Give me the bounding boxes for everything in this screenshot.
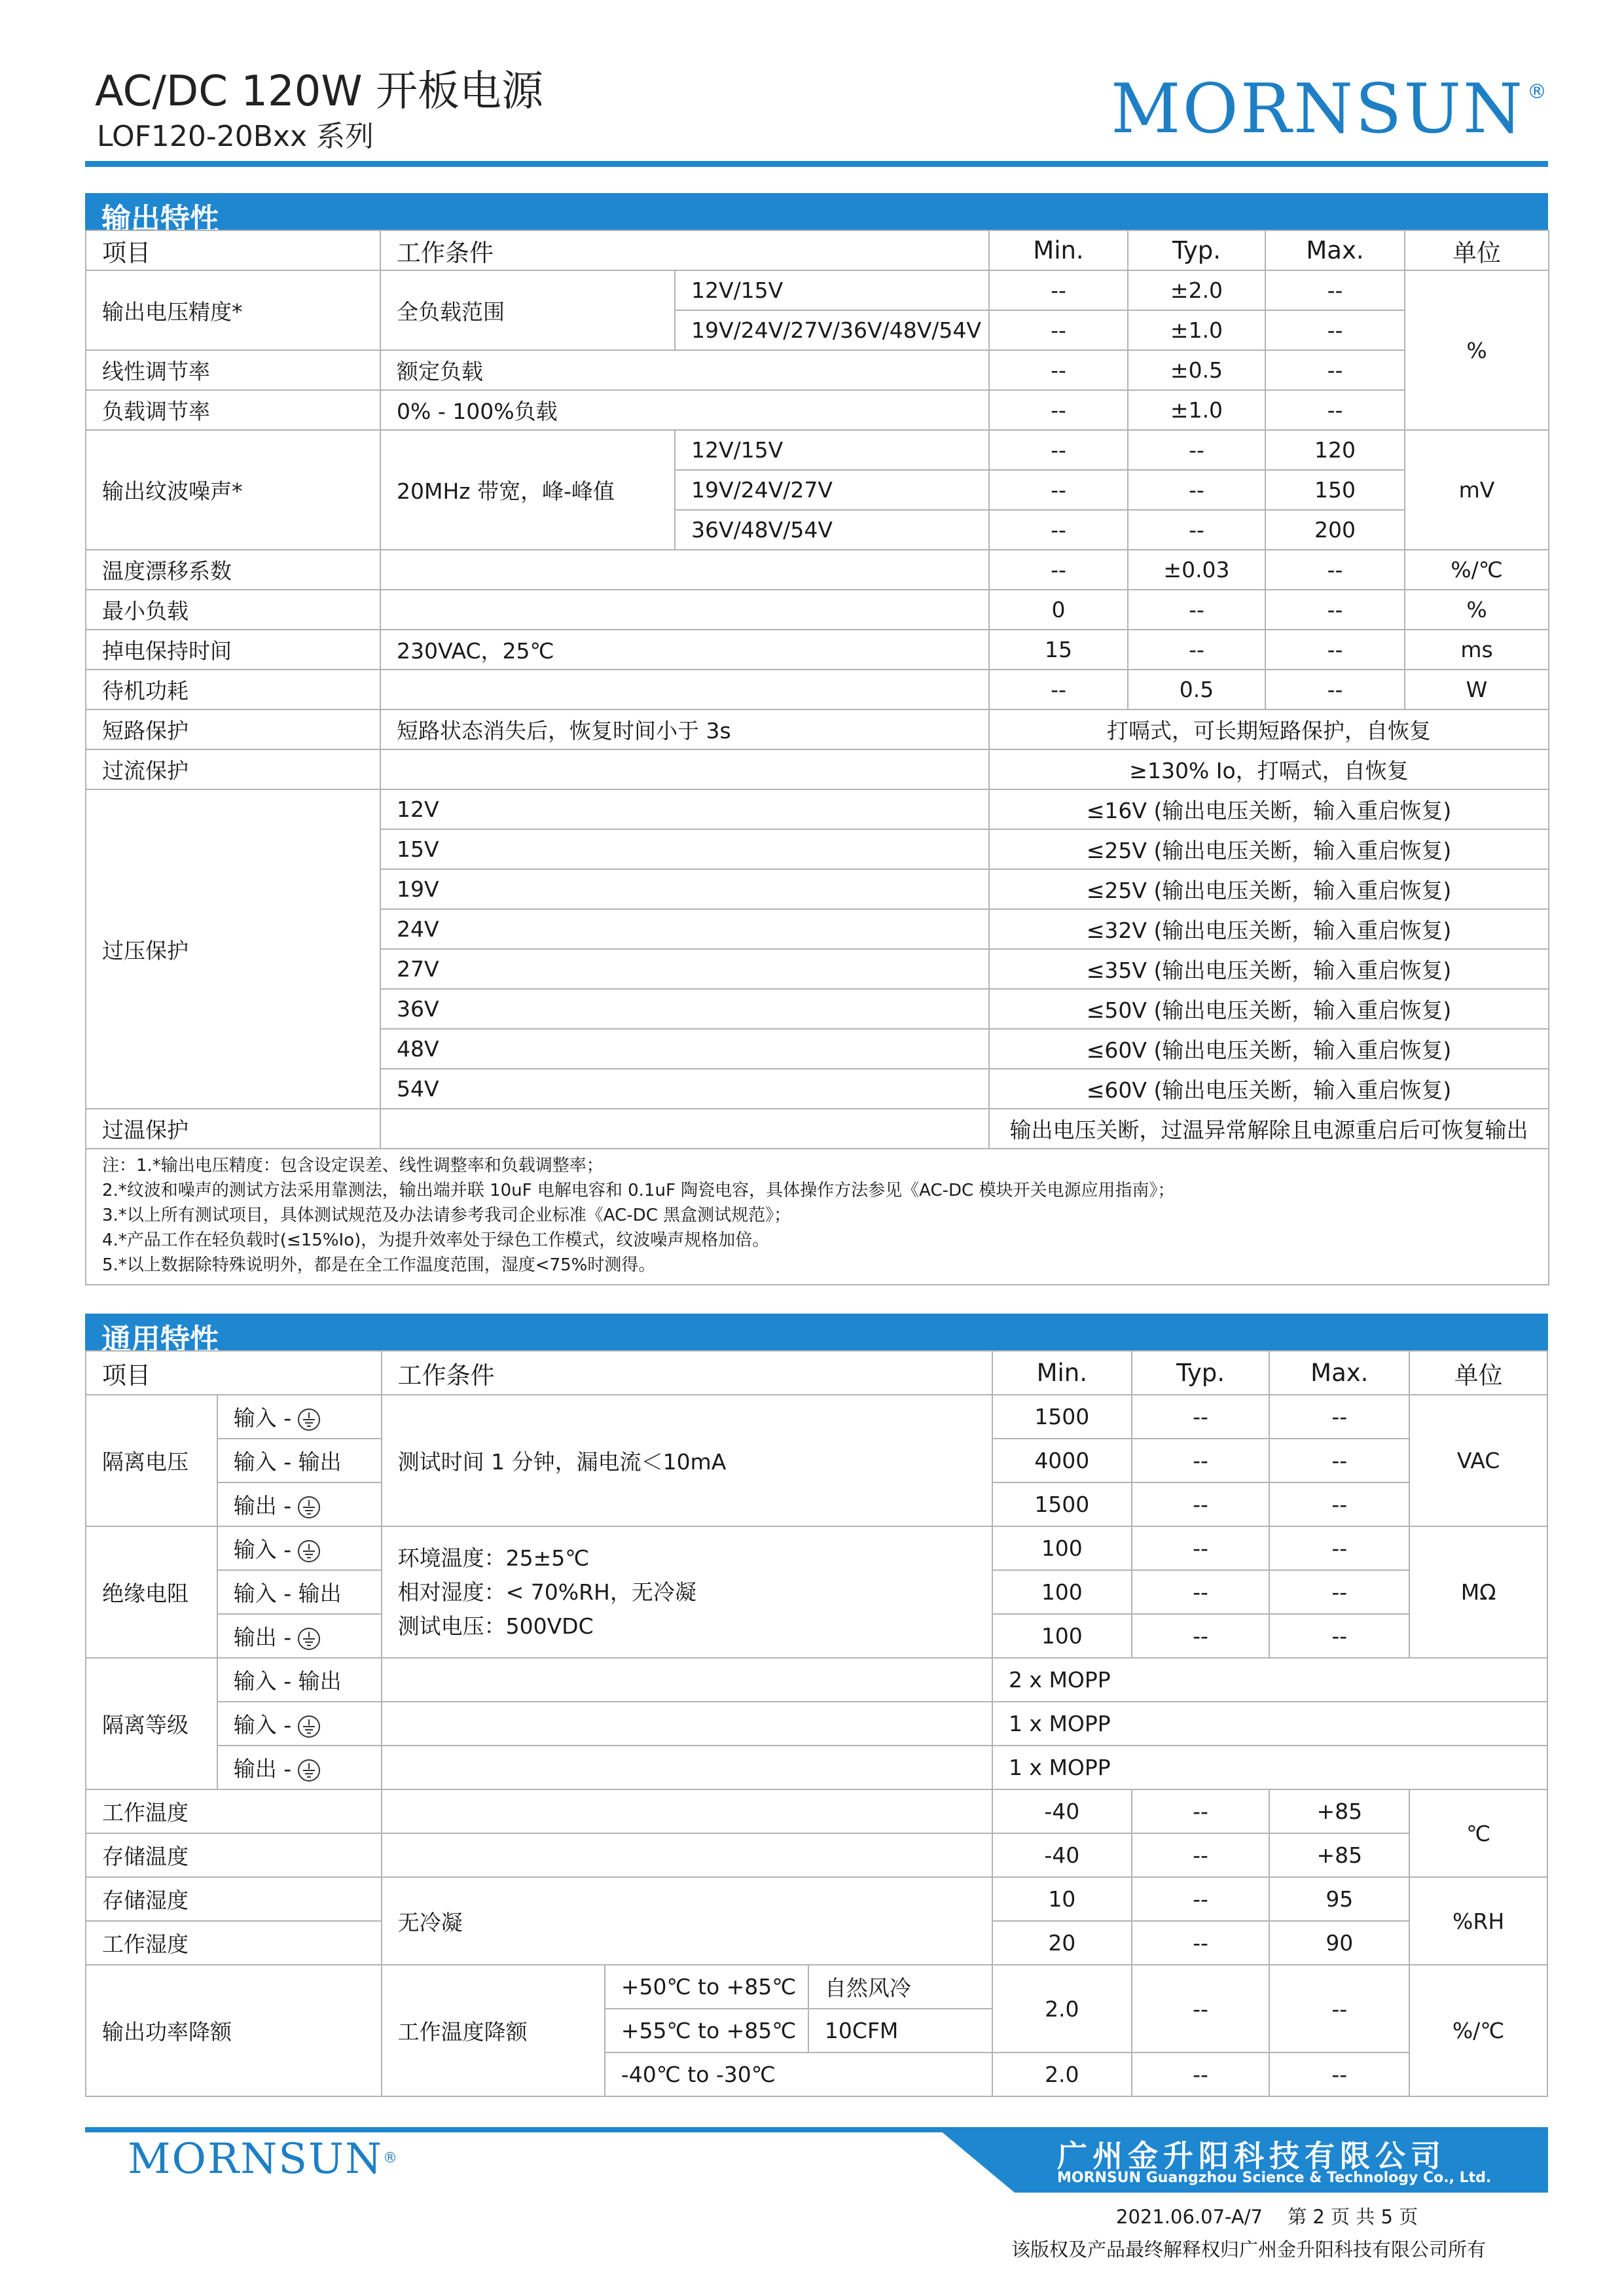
header-rule — [85, 161, 1548, 167]
cell-typ: -- — [1132, 1482, 1270, 1526]
ground-icon — [298, 1715, 320, 1738]
cell-value: 打嗝式，可长期短路保护，自恢复 — [989, 709, 1549, 749]
row-condition: 20MHz 带宽，峰-峰值 — [380, 430, 675, 550]
table-header-row — [86, 1351, 1547, 1395]
cell-max: -- — [1265, 310, 1405, 350]
table-row — [86, 1526, 1547, 1570]
table-row — [86, 430, 1549, 470]
cell-min: -- — [989, 390, 1128, 430]
cooling: 10CFM — [808, 2009, 992, 2053]
sub-label-text: 输入 - — [233, 1712, 292, 1738]
sub-label — [217, 1482, 382, 1526]
cell-typ: -- — [1132, 1833, 1270, 1877]
cell-min: 15 — [989, 630, 1128, 670]
row-condition — [380, 550, 989, 590]
cell-max: -- — [1265, 550, 1405, 590]
ovp-value: ≤60V (输出电压关断，输入重启恢复) — [989, 1069, 1549, 1109]
sub-label — [217, 1526, 382, 1570]
cell-typ: -- — [1128, 510, 1265, 550]
note-line: 2.*纹波和噪声的测试方法采用靠测法，输出端并联 10uF 电解电容和 0.1uF 陶瓷电容，具体操作方法参见《AC-DC 模块开关电源应用指南》； — [102, 1181, 1175, 1200]
cell-max: 120 — [1265, 430, 1405, 470]
cell-min: 100 — [992, 1570, 1132, 1614]
cell-value: 1 x MOPP — [992, 1702, 1547, 1746]
cell-typ: -- — [1132, 1789, 1270, 1833]
cell-min: -- — [989, 510, 1128, 550]
temp-range: -40℃ to -30℃ — [605, 2053, 992, 2096]
note-line: 注：1.*输出电压精度：包含设定误差、线性调整率和负载调整率； — [102, 1156, 604, 1175]
ovp-voltage: 15V — [380, 829, 989, 869]
row-condition — [382, 1833, 992, 1877]
footer-logo — [128, 2135, 399, 2183]
row-condition: 测试时间 1 分钟，漏电流＜10mA — [382, 1395, 992, 1526]
temp-range: +55℃ to +85℃ — [605, 2009, 808, 2053]
sub-condition: 36V/48V/54V — [675, 510, 989, 550]
cell-unit: W — [1405, 670, 1549, 709]
row-label: 隔离电压 — [86, 1395, 217, 1526]
ovp-value: ≤25V (输出电压关断，输入重启恢复) — [989, 869, 1549, 909]
footer-company-en: MORNSUN Guangzhou Science & Technology Co., Ltd. — [1057, 2170, 1492, 2186]
cell-typ: ±0.03 — [1128, 550, 1265, 590]
row-condition: 230VAC，25℃ — [380, 630, 989, 670]
row-label: 过压保护 — [86, 789, 380, 1109]
footer-copyright: 该版权及产品最终解释权归广州金升阳科技有限公司所有 — [1011, 2238, 1487, 2261]
cell-max: 95 — [1269, 1877, 1409, 1921]
header-item: 项目 — [86, 1351, 382, 1395]
sub-condition: 19V/24V/27V — [675, 470, 989, 510]
output-spec-table — [85, 230, 1549, 1285]
cell-min: -- — [989, 470, 1128, 510]
logo-text: MORNSUN — [1111, 69, 1525, 149]
cell-unit: % — [1405, 590, 1549, 630]
row-condition: 额定负载 — [380, 350, 989, 390]
row-label: 绝缘电阻 — [86, 1526, 217, 1658]
cell-unit: %RH — [1409, 1877, 1547, 1965]
sub-label-text: 输出 - — [233, 1493, 292, 1518]
cell-typ: ±1.0 — [1128, 390, 1265, 430]
ground-icon — [298, 1408, 320, 1431]
table-row — [86, 1833, 1547, 1877]
cell-max: +85 — [1269, 1833, 1409, 1877]
cell-typ: -- — [1128, 430, 1265, 470]
cell-typ: -- — [1132, 1614, 1270, 1658]
cell-min: -40 — [992, 1789, 1132, 1833]
row-label: 输出纹波噪声* — [86, 430, 380, 550]
cell-min: 1500 — [992, 1395, 1132, 1439]
header-unit: 单位 — [1409, 1351, 1547, 1395]
cell-typ: -- — [1132, 1395, 1270, 1439]
table-row — [86, 789, 1549, 829]
row-condition: 0% - 100%负载 — [380, 390, 989, 430]
cell-typ: -- — [1132, 1570, 1270, 1614]
condition-line: 相对湿度：< 70%RH，无冷凝 — [397, 1579, 696, 1605]
cell-max: 90 — [1269, 1921, 1409, 1965]
row-label: 存储湿度 — [86, 1877, 382, 1921]
cell-min: 100 — [992, 1614, 1132, 1658]
row-label: 过温保护 — [86, 1109, 380, 1149]
cell-max: 200 — [1265, 510, 1405, 550]
note-line: 3.*以上所有测试项目，具体测试规范及办法请参考我司企业标准《AC-DC 黑盒测试规范》； — [102, 1206, 791, 1225]
general-spec-table — [85, 1350, 1548, 2097]
cell-min: -- — [989, 550, 1128, 590]
general-section-header — [85, 1314, 1548, 1357]
sub-label — [217, 1746, 382, 1789]
cell-min: 0 — [989, 590, 1128, 630]
row-condition — [380, 1109, 989, 1149]
sub-label-text: 输入 - — [233, 1537, 292, 1562]
cell-unit: VAC — [1409, 1395, 1547, 1526]
general-section-title: 通用特性 — [101, 1322, 220, 1357]
ovp-voltage: 19V — [380, 869, 989, 909]
ovp-value: ≤35V (输出电压关断，输入重启恢复) — [989, 949, 1549, 989]
row-condition — [380, 670, 989, 709]
row-condition: 全负载范围 — [380, 270, 675, 350]
ovp-value: ≤50V (输出电压关断，输入重启恢复) — [989, 989, 1549, 1029]
ovp-value: ≤25V (输出电压关断，输入重启恢复) — [989, 829, 1549, 869]
cell-unit: % — [1405, 270, 1549, 430]
row-condition — [380, 749, 989, 789]
cell-max: +85 — [1269, 1789, 1409, 1833]
cell-min: 20 — [992, 1921, 1132, 1965]
table-row — [86, 670, 1549, 709]
ground-icon — [298, 1496, 320, 1518]
ground-icon — [298, 1540, 320, 1562]
header-min: Min. — [989, 230, 1128, 270]
cell-max: -- — [1269, 1395, 1409, 1439]
cell-max: -- — [1265, 270, 1405, 310]
cell-max: -- — [1265, 670, 1405, 709]
table-row — [86, 709, 1549, 749]
cell-unit: mV — [1405, 430, 1549, 550]
row-condition — [382, 1658, 992, 1702]
table-row — [86, 1109, 1549, 1149]
row-condition: 无冷凝 — [382, 1877, 992, 1965]
row-label: 温度漂移系数 — [86, 550, 380, 590]
cell-max: 150 — [1265, 470, 1405, 510]
ground-icon — [298, 1759, 320, 1782]
notes-row — [86, 1149, 1549, 1285]
cell-typ: ±1.0 — [1128, 310, 1265, 350]
cell-typ: -- — [1132, 1526, 1270, 1570]
row-label: 存储温度 — [86, 1833, 382, 1877]
header-condition: 工作条件 — [380, 230, 989, 270]
row-label: 负载调节率 — [86, 390, 380, 430]
cell-min: 1500 — [992, 1482, 1132, 1526]
row-label: 工作温度 — [86, 1789, 382, 1833]
table-row — [86, 590, 1549, 630]
table-row — [86, 270, 1549, 310]
cell-unit: ms — [1405, 630, 1549, 670]
cell-max: -- — [1265, 390, 1405, 430]
sub-condition: 12V/15V — [675, 270, 989, 310]
cell-max: -- — [1269, 1439, 1409, 1482]
row-condition — [382, 1526, 992, 1658]
row-condition — [382, 1702, 992, 1746]
cell-max: -- — [1265, 590, 1405, 630]
row-condition: 短路状态消失后，恢复时间小于 3s — [380, 709, 989, 749]
table-row — [86, 1789, 1547, 1833]
ovp-voltage: 54V — [380, 1069, 989, 1109]
output-section-title: 输出特性 — [101, 202, 220, 236]
header-typ: Typ. — [1128, 230, 1265, 270]
cell-min: -- — [989, 310, 1128, 350]
row-label: 输出功率降额 — [86, 1965, 382, 2096]
table-row — [86, 1965, 1547, 2009]
footer-registered-mark: ® — [382, 2149, 399, 2166]
cell-min: -- — [989, 670, 1128, 709]
cell-value: 2 x MOPP — [992, 1658, 1547, 1702]
table-row — [86, 1877, 1547, 1921]
cell-max: -- — [1269, 1614, 1409, 1658]
header-unit: 单位 — [1405, 230, 1549, 270]
row-label: 工作湿度 — [86, 1921, 382, 1965]
ovp-voltage: 24V — [380, 909, 989, 949]
row-label: 短路保护 — [86, 709, 380, 749]
table-row — [86, 550, 1549, 590]
cell-max: -- — [1265, 630, 1405, 670]
header-max: Max. — [1269, 1351, 1409, 1395]
cooling: 自然风冷 — [808, 1965, 992, 2009]
cell-unit: ℃ — [1409, 1789, 1547, 1877]
cell-typ: ±2.0 — [1128, 270, 1265, 310]
registered-mark: ® — [1527, 81, 1549, 103]
notes-cell — [86, 1149, 1549, 1285]
cell-typ: -- — [1132, 1965, 1270, 2053]
header-condition: 工作条件 — [382, 1351, 992, 1395]
condition-line: 测试电压：500VDC — [397, 1613, 594, 1639]
cell-typ: -- — [1132, 2053, 1270, 2096]
cell-min: 10 — [992, 1877, 1132, 1921]
header-item: 项目 — [86, 230, 380, 270]
cell-typ: 0.5 — [1128, 670, 1265, 709]
cell-unit: %/℃ — [1409, 1965, 1547, 2096]
document-title: AC/DC 120W 开板电源 — [95, 67, 543, 116]
ovp-value: ≤60V (输出电压关断，输入重启恢复) — [989, 1029, 1549, 1069]
cell-max: -- — [1269, 1482, 1409, 1526]
cell-value: 输出电压关断，过温异常解除且电源重启后可恢复输出 — [989, 1109, 1549, 1149]
ovp-voltage: 12V — [380, 789, 989, 829]
cell-min: -- — [989, 350, 1128, 390]
row-label: 掉电保持时间 — [86, 630, 380, 670]
mornsun-logo — [1111, 69, 1549, 149]
sub-label-text: 输出 - — [233, 1756, 292, 1782]
sub-label — [217, 1702, 382, 1746]
output-section-header — [85, 193, 1548, 236]
ground-icon — [298, 1628, 320, 1650]
row-label: 待机功耗 — [86, 670, 380, 709]
sub-condition: 19V/24V/27V/36V/48V/54V — [675, 310, 989, 350]
row-condition — [380, 590, 989, 630]
cell-typ: -- — [1128, 630, 1265, 670]
cell-typ: -- — [1128, 590, 1265, 630]
footer-company-cn: 广州金升阳科技有限公司 — [1057, 2138, 1446, 2174]
row-label: 过流保护 — [86, 749, 380, 789]
cell-value: ≥130% Io，打嗝式，自恢复 — [989, 749, 1549, 789]
cell-min: -40 — [992, 1833, 1132, 1877]
table-row — [86, 630, 1549, 670]
cell-min: -- — [989, 270, 1128, 310]
cell-unit: %/℃ — [1405, 550, 1549, 590]
cell-typ: -- — [1132, 1921, 1270, 1965]
table-header-row — [86, 230, 1549, 270]
cell-typ: ±0.5 — [1128, 350, 1265, 390]
table-row — [86, 350, 1549, 390]
sub-label: 输入 - 输出 — [217, 1439, 382, 1482]
series-title: LOF120-20Bxx 系列 — [97, 120, 374, 153]
sub-condition: 12V/15V — [675, 430, 989, 470]
row-label: 线性调节率 — [86, 350, 380, 390]
header-typ: Typ. — [1132, 1351, 1270, 1395]
cell-max: -- — [1265, 350, 1405, 390]
cell-min: -- — [989, 430, 1128, 470]
cell-min: 4000 — [992, 1439, 1132, 1482]
row-label: 最小负载 — [86, 590, 380, 630]
sub-label — [217, 1395, 382, 1439]
footer-date-page: 2021.06.07-A/7 第 2 页 共 5 页 — [1116, 2206, 1418, 2228]
cell-max: -- — [1269, 1965, 1409, 2053]
condition-line: 环境温度：25±5℃ — [397, 1545, 590, 1571]
row-condition — [382, 1789, 992, 1833]
cell-min: 2.0 — [992, 1965, 1132, 2053]
ovp-voltage: 36V — [380, 989, 989, 1029]
table-row — [86, 1395, 1547, 1439]
row-condition — [382, 1746, 992, 1789]
row-condition: 工作温度降额 — [382, 1965, 605, 2096]
sub-label-text: 输出 - — [233, 1624, 292, 1650]
cell-typ: -- — [1128, 470, 1265, 510]
header-max: Max. — [1265, 230, 1405, 270]
cell-typ: -- — [1132, 1439, 1270, 1482]
sub-label: 输入 - 输出 — [217, 1658, 382, 1702]
header-min: Min. — [992, 1351, 1132, 1395]
ovp-value: ≤16V (输出电压关断，输入重启恢复) — [989, 789, 1549, 829]
sub-label — [217, 1614, 382, 1658]
table-row — [86, 749, 1549, 789]
table-row — [86, 390, 1549, 430]
row-label: 输出电压精度* — [86, 270, 380, 350]
cell-max: -- — [1269, 1570, 1409, 1614]
note-line: 5.*以上数据除特殊说明外，都是在全工作温度范围，湿度<75%时测得。 — [102, 1255, 656, 1275]
ovp-voltage: 27V — [380, 949, 989, 989]
cell-min: 2.0 — [992, 2053, 1132, 2096]
cell-typ: -- — [1132, 1877, 1270, 1921]
cell-max: -- — [1269, 2053, 1409, 2096]
cell-max: -- — [1269, 1526, 1409, 1570]
temp-range: +50℃ to +85℃ — [605, 1965, 808, 2009]
cell-value: 1 x MOPP — [992, 1746, 1547, 1789]
table-row — [86, 1658, 1547, 1702]
note-line: 4.*产品工作在轻负载时(≤15%Io)，为提升效率处于绿色工作模式，纹波噪声规格加倍。 — [102, 1230, 770, 1250]
cell-unit: MΩ — [1409, 1526, 1547, 1658]
table-row — [86, 1702, 1547, 1746]
footer-logo-text: MORNSUN — [128, 2135, 383, 2183]
sub-label-text: 输入 - — [233, 1405, 292, 1431]
table-row — [86, 1746, 1547, 1789]
ovp-voltage: 48V — [380, 1029, 989, 1069]
cell-min: 100 — [992, 1526, 1132, 1570]
ovp-value: ≤32V (输出电压关断，输入重启恢复) — [989, 909, 1549, 949]
sub-label: 输入 - 输出 — [217, 1570, 382, 1614]
row-label: 隔离等级 — [86, 1658, 217, 1789]
